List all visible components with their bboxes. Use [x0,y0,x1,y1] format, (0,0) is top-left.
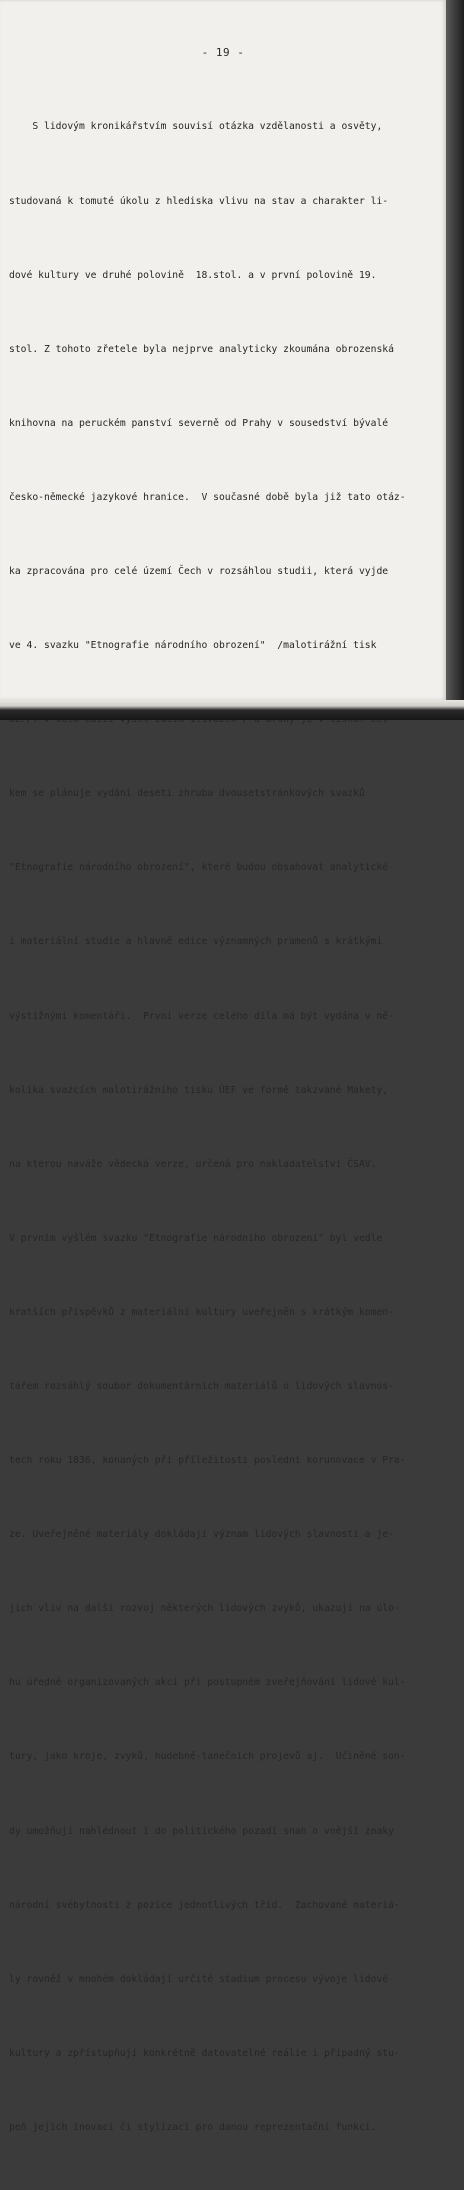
text-line: i materiální studie a hlavně edice významných pramenů s krátkými [9,936,383,948]
text-line: národní svébytnosti z pozice jednotlivých tříd. Zachované materiá- [9,1899,400,1911]
text-line: dy umožňují nahlédnout i do politického pozadí snah o vnější znaky [9,1825,394,1837]
scanner-edge-right [446,0,464,720]
text-line: "Etnografie národního obrození", které budou obsahovat analytické [9,862,389,874]
text-line: S lidovým kronikářstvím souvisí otázka vzdělanosti a osvěty, [9,121,383,133]
text-line: tářem rozsáhlý soubor dokumentárních materiálů o lidových slavnos- [9,1381,394,1392]
text-line: stol. Z tohoto zřetele byla nejprve analyticky zkoumána obrozenská [9,343,394,355]
page-number: - 19 - [201,46,245,59]
text-line: výstižnými komentáři. První verze celého díla má být vydána v ně- [9,1010,394,1022]
text-line: peň jejich inovací či stylizací pro danou reprezentační funkci. [9,2121,377,2133]
text-line: kratších příspěvků z materiální kultury uveřejněn s krátkým komen- [9,1306,394,1318]
scanner-edge-bottom [0,700,464,720]
text-line: hu úředně organizovaných akcí při postupném zveřejňování lidové kul- [9,1677,406,1689]
text-line: ly rovněž v mnohém dokládají určité stadium procesu vývoje lidové [9,1973,389,1985]
body-text [9,66,439,2190]
text-line: dové kultury ve druhé polovině 18.stol. a v první polovině 19. [9,269,377,281]
text-line: tury, jako kroje, zvyků, hudebně-tanečních projevů aj. Učiněné son- [9,1751,406,1763]
text-line: kultury a zpřístupňují konkrétně datovatelné reálie i případný stu- [9,2047,400,2059]
text-line: V prvním vyšlém svazku "Etnografie národního obrození" byl vedle [9,1232,383,1244]
text-line: ze. Uveřejněné materiály dokládají význam lidových slavností a je- [9,1529,394,1541]
text-line: na kterou naváže vědecká verze, určená pro nakladatelství ČSAV. [9,1158,377,1170]
text-line: kem se plánuje vydání deseti zhruba dvousetstránkových svazků [9,788,365,800]
text-line: studovaná k tomuté úkolu z hlediska vlivu na stav a charakter li- [9,195,389,207]
text-line: jich vliv na další rozvoj některých lidových zvyků, ukazují na úlo- [9,1603,400,1615]
text-line: ka zpracována pro celé území Čech v rozsáhlou studii, která vyjde [9,565,389,577]
text-line: česko-německé jazykové hranice. V současné době byla již tato otáz- [9,491,406,503]
text-line: tech roku 1836, konaných při příležitosti poslední korunovace v Pra- [9,1455,406,1467]
text-line: ve 4. svazku "Etnografie národního obrození" /malotirážní tisk [9,640,377,652]
text-line: knihovna na peruckém panství severně od Prahy v sousedství bývalé [9,417,389,429]
text-line: kolika svazcích malotirážního tisku ÚEF ve formě takzvané Makety, [9,1084,389,1096]
